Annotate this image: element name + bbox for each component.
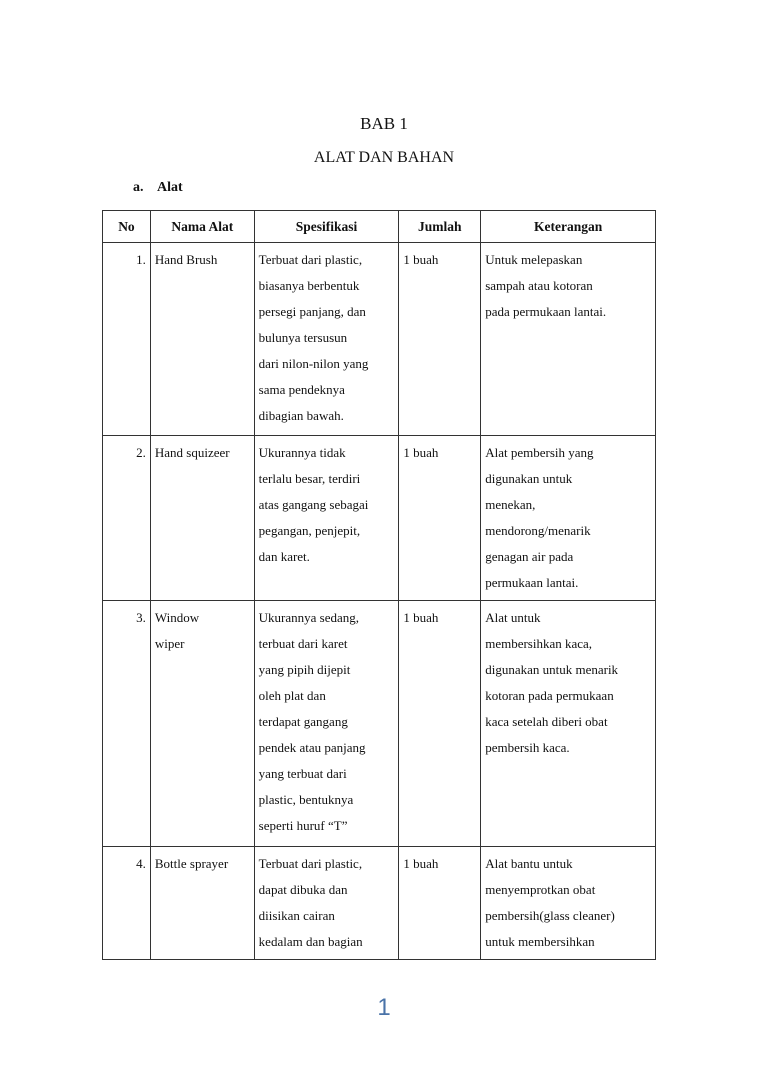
section-marker: a. — [133, 180, 144, 195]
row-no: 3. — [103, 601, 151, 847]
row-qty: 1 buah — [399, 243, 481, 436]
row-qty: 1 buah — [399, 847, 481, 960]
table-header-row — [103, 211, 656, 243]
row-note: Alat bantu untuk menyemprotkan obat pembersih(glass cleaner) untuk membersihkan — [481, 847, 656, 960]
tools-table — [102, 210, 656, 960]
row-qty: 1 buah — [399, 601, 481, 847]
row-spec: Ukurannya sedang, terbuat dari karet yang pipih dijepit oleh plat dan terdapat gangang pendek atau panjang yang terbuat dari plastic, bentuknya seperti huruf “T” — [254, 601, 399, 847]
header-no: No — [103, 211, 151, 243]
header-name: Nama Alat — [150, 211, 254, 243]
table-row — [103, 601, 656, 847]
header-spec: Spesifikasi — [254, 211, 399, 243]
table-row — [103, 847, 656, 960]
row-note: Untuk melepaskan sampah atau kotoran pada permukaan lantai. — [481, 243, 656, 436]
header-note: Keterangan — [481, 211, 656, 243]
section-title: Alat — [157, 180, 183, 195]
row-note: Alat untuk membersihkan kaca, digunakan untuk menarik kotoran pada permukaan kaca setelah diberi obat pembersih kaca. — [481, 601, 656, 847]
row-note: Alat pembersih yang digunakan untuk menekan, mendorong/menarik genagan air pada permukaan lantai. — [481, 436, 656, 601]
row-spec: Terbuat dari plastic, biasanya berbentuk persegi panjang, dan bulunya tersusun dari nilon-nilon yang sama pendeknya dibagian bawah. — [254, 243, 399, 436]
table-row — [103, 436, 656, 601]
chapter-number: BAB 1 — [360, 114, 408, 133]
row-name: Hand squizeer — [150, 436, 254, 601]
row-name: Hand Brush — [150, 243, 254, 436]
page-number: 1 — [377, 994, 391, 1021]
row-spec: Ukurannya tidak terlalu besar, terdiri atas gangang sebagai pegangan, penjepit, dan karet. — [254, 436, 399, 601]
chapter-title: ALAT DAN BAHAN — [313, 149, 455, 166]
section-heading — [133, 180, 183, 196]
row-spec: Terbuat dari plastic, dapat dibuka dan diisikan cairan kedalam dan bagian — [254, 847, 399, 960]
row-qty: 1 buah — [399, 436, 481, 601]
row-name: Window wiper — [150, 601, 254, 847]
row-no: 2. — [103, 436, 151, 601]
row-no: 4. — [103, 847, 151, 960]
row-name: Bottle sprayer — [150, 847, 254, 960]
row-no: 1. — [103, 243, 151, 436]
table-row — [103, 243, 656, 436]
header-qty: Jumlah — [399, 211, 481, 243]
